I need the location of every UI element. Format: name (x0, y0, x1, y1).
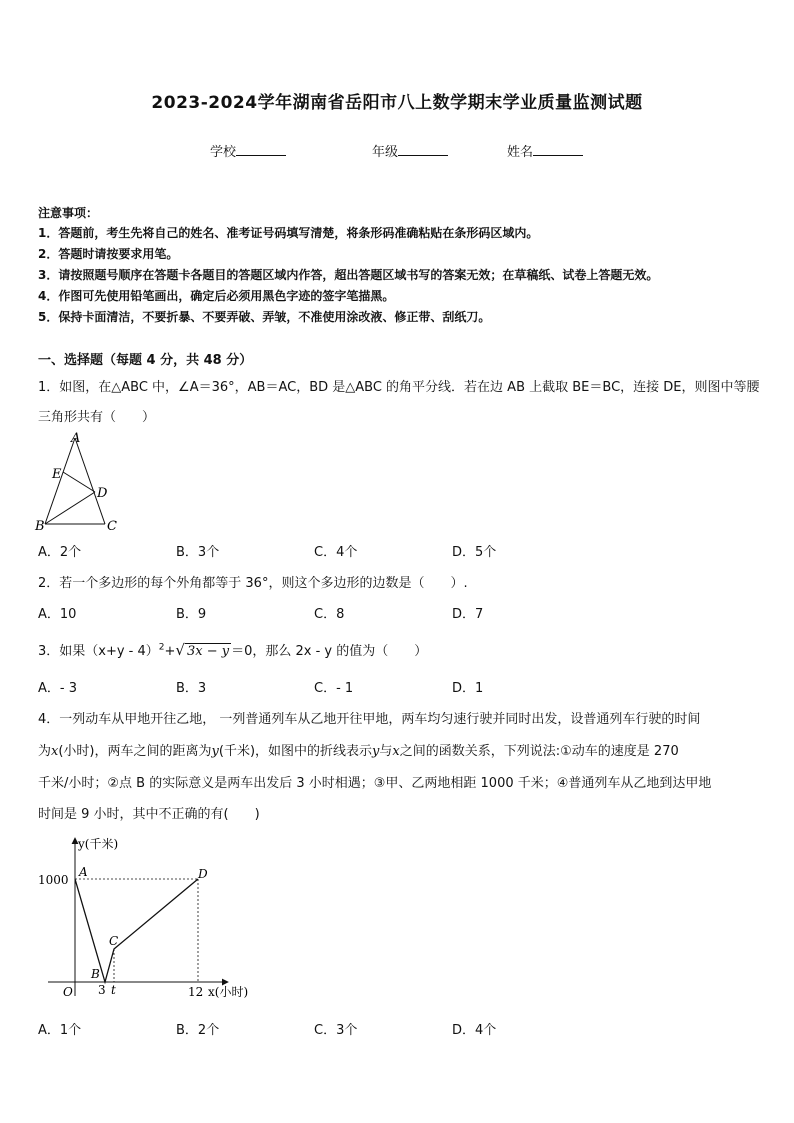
q4-text-part: 之间的函数关系，下列说法:①动车的速度是 270 (399, 744, 679, 759)
q2-option-a[interactable]: A．10 (38, 607, 77, 622)
q2-option-c[interactable]: C．8 (314, 607, 345, 622)
grade-field (372, 141, 448, 160)
school-field (210, 141, 286, 160)
q2-text: 2．若一个多边形的每个外角都等于 36°，则这个多边形的边数是（ ）. (38, 576, 468, 591)
q4-var-y: y (372, 744, 380, 759)
notice-item: 2．答题时请按要求用笔。 (38, 247, 179, 261)
q3-text (38, 640, 427, 659)
q4-var-x: x (51, 744, 59, 759)
q1-option-a[interactable]: A．2个 (38, 545, 82, 560)
q4-text-part: (小时)，两车之间的距离为 (58, 744, 212, 759)
q1-label-A: A (71, 431, 81, 446)
q4-var-y: y (211, 744, 219, 759)
graph-tick-t: t (111, 983, 116, 997)
q1-triangle-figure (30, 428, 130, 536)
graph-tick-3: 3 (98, 983, 106, 997)
q1-label-C: C (107, 519, 117, 534)
q3-radicand: 3x − y (186, 644, 230, 659)
q1-label-D: D (97, 486, 108, 501)
q1-text-line2: 三角形共有（ ） (38, 410, 156, 425)
graph-tick-12: 12 (188, 985, 204, 999)
q3-option-a[interactable]: A．- 3 (38, 681, 77, 696)
q4-function-graph (30, 828, 270, 1006)
q3-prefix: 3．如果（x+y - 4） (38, 644, 159, 659)
graph-point-D: D (198, 867, 208, 881)
q4-text-line3: 千米/小时；②点 B 的实际意义是两车出发后 3 小时相遇；③甲、乙两地相距 1000 千米；④普通列车从乙地到达甲地 (38, 776, 712, 791)
q4-text-part: (千米)，如图中的折线表示 (218, 744, 373, 759)
q4-text-part: 为 (38, 744, 52, 759)
sqrt-icon: √ (175, 641, 185, 659)
grade-label: 年级 (372, 145, 399, 160)
notice-item: 3．请按照题号顺序在答题卡各题目的答题区域内作答，超出答题区域书写的答案无效；在草稿纸、试卷上答题无效。 (38, 268, 659, 282)
q1-option-c[interactable]: C．4个 (314, 545, 358, 560)
q4-option-b[interactable]: B．2个 (176, 1023, 220, 1038)
q4-text-line2 (38, 740, 679, 759)
q2-option-d[interactable]: D．7 (452, 607, 484, 622)
q4-text-part: 与 (379, 744, 393, 759)
section-title: 一、选择题（每题 4 分，共 48 分） (38, 353, 253, 368)
notice-item: 5．保持卡面清洁，不要折暴、不要弄破、弄皱，不准使用涂改液、修正带、刮纸刀。 (38, 310, 491, 324)
q2-option-b[interactable]: B．9 (176, 607, 207, 622)
school-blank (236, 143, 286, 156)
graph-tick-1000: 1000 (38, 873, 69, 887)
notice-item: 4．作图可先使用铅笔画出，确定后必须用黑色字迹的签字笔描黑。 (38, 289, 395, 303)
q4-option-a[interactable]: A．1个 (38, 1023, 82, 1038)
q1-label-E: E (52, 467, 62, 482)
q1-option-d[interactable]: D．5个 (452, 545, 497, 560)
q4-text-line1: 4．一列动车从甲地开往乙地， 一列普通列车从乙地开往甲地，两车均匀速行驶并同时出发，设普通列车行驶的时间 (38, 712, 701, 727)
graph-point-B: B (91, 967, 100, 981)
q3-suffix: ＝0，那么 2x - y 的值为（ ） (231, 644, 428, 659)
page-title: 2023-2024学年湖南省岳阳市八上数学期末学业质量监测试题 (151, 93, 643, 113)
name-blank (533, 143, 583, 156)
q3-exponent: 2 (158, 642, 165, 653)
graph-origin: O (63, 985, 73, 999)
q3-option-c[interactable]: C．- 1 (314, 681, 354, 696)
graph-point-A: A (79, 865, 88, 879)
school-label: 学校 (210, 145, 237, 160)
graph-ylabel: y(千米) (78, 837, 119, 851)
notice-heading: 注意事项： (38, 206, 99, 220)
q4-option-d[interactable]: D．4个 (452, 1023, 497, 1038)
grade-blank (398, 143, 448, 156)
name-field (507, 141, 583, 160)
q1-label-B: B (35, 519, 45, 534)
q4-text-line4: 时间是 9 小时，其中不正确的有( ) (38, 807, 260, 822)
q1-text-line1: 1．如图，在△ABC 中，∠A＝36°，AB＝AC，BD 是△ABC 的角平分线．若在边 AB 上截取 BE＝BC，连接 DE，则图中等腰 (38, 380, 760, 395)
name-label: 姓名 (507, 145, 534, 160)
graph-point-C: C (109, 934, 119, 948)
q1-option-b[interactable]: B．3个 (176, 545, 220, 560)
q3-option-d[interactable]: D．1 (452, 681, 484, 696)
q3-plus: + (164, 644, 176, 659)
notice-item: 1．答题前，考生先将自己的姓名、准考证号码填写清楚，将条形码准确粘贴在条形码区域内。 (38, 226, 539, 240)
q4-var-x: x (392, 744, 400, 759)
q3-option-b[interactable]: B．3 (176, 681, 207, 696)
q4-option-c[interactable]: C．3个 (314, 1023, 358, 1038)
graph-xlabel: x(小时) (208, 985, 249, 999)
